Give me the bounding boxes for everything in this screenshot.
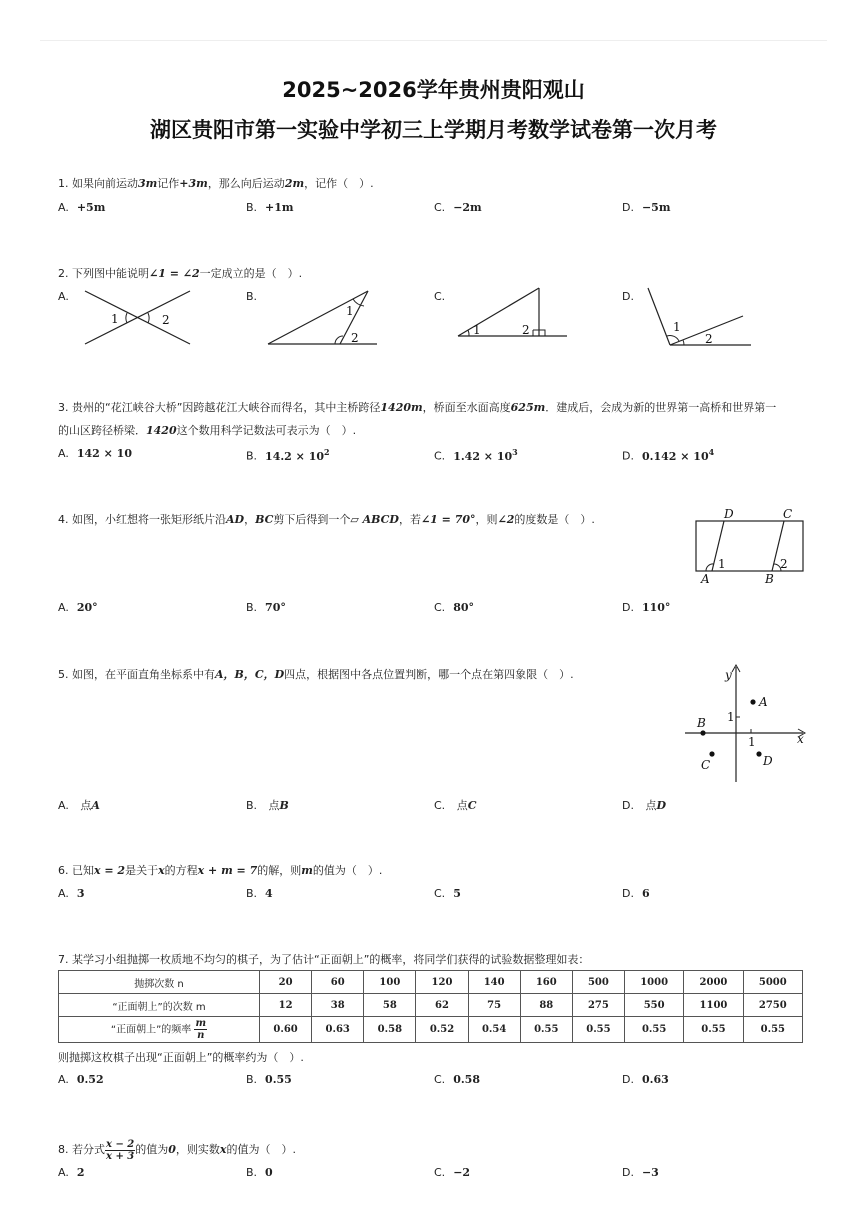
page-top-rule <box>40 40 827 41</box>
q7-cell-n-5: 160 <box>520 971 572 994</box>
q7-cell-m-2: 58 <box>364 994 416 1017</box>
q2-figure-b <box>265 288 380 348</box>
q5-coordinate-figure <box>685 665 810 785</box>
question-3-stem-line-1: 3. 贵州的“花江峡谷大桥”因跨越花江大峡谷而得名，其中主桥跨径1420m，桥面至水面高度625m．建成后，会成为新的世界第一高桥和世界第一 <box>58 401 777 414</box>
q2a-angle-1: 1 <box>111 312 119 326</box>
q7-cell-n-0: 20 <box>260 971 312 994</box>
q4-label-d: D <box>724 507 734 521</box>
question-2-stem: 2. 下列图中能说明∠1 = ∠2一定成立的是（ ）. <box>58 267 303 280</box>
q2-option-d[interactable]: D. <box>622 290 634 303</box>
q7-option-d[interactable]: D. 0.63 <box>622 1073 669 1086</box>
q7-data-table <box>58 970 803 1043</box>
q4-option-a[interactable]: A. 20° <box>58 601 98 614</box>
q7-cell-freq-1: 0.63 <box>312 1017 364 1043</box>
page-title-line-1: 2025~2026学年贵州贵阳观山 <box>282 78 585 102</box>
q1-option-c[interactable]: C. −2m <box>434 201 482 214</box>
q2d-angle-2: 2 <box>705 332 713 346</box>
q7-cell-freq-5: 0.55 <box>520 1017 572 1043</box>
q6-option-c[interactable]: C. 5 <box>434 887 461 900</box>
q3-option-d[interactable]: D. $0.142 \times 10^4$ <box>622 447 715 463</box>
q5-option-c[interactable]: C. 点C <box>434 799 477 812</box>
q7-cell-freq-8: 0.55 <box>684 1017 743 1043</box>
q2-figure-c <box>455 286 570 341</box>
q4-label-c: C <box>783 507 793 521</box>
q2-option-a[interactable]: A. <box>58 290 69 303</box>
q7-cell-n-1: 60 <box>312 971 364 994</box>
q7-cell-m-5: 88 <box>520 994 572 1017</box>
q7-cell-freq-4: 0.54 <box>468 1017 520 1043</box>
q7-cell-m-0: 12 <box>260 994 312 1017</box>
q7-cell-n-9: 5000 <box>743 971 802 994</box>
q8-option-b[interactable]: B. 0 <box>246 1166 273 1179</box>
q5-tick-1-y: 1 <box>727 710 735 724</box>
q7-cell-m-4: 75 <box>468 994 520 1017</box>
q8-option-d[interactable]: D. −3 <box>622 1166 659 1179</box>
q8-option-a[interactable]: A. 2 <box>58 1166 85 1179</box>
q7-fraction-m-over-n: $\frac{m}{n}$ <box>195 1018 207 1041</box>
q7-cell-n-8: 2000 <box>684 971 743 994</box>
q7-cell-n-4: 140 <box>468 971 520 994</box>
q2c-angle-2: 2 <box>522 323 530 337</box>
q3-option-b[interactable]: B. $14.2 \times 10^2$ <box>246 447 330 463</box>
question-6-stem: 6. 已知x = 2是关于x的方程x + m = 7的解，则m的值为（ ）. <box>58 864 383 877</box>
q7-cell-freq-3: 0.52 <box>416 1017 468 1043</box>
q7-cell-freq-0: 0.60 <box>260 1017 312 1043</box>
q7-cell-n-7: 1000 <box>624 971 683 994</box>
q5-point-a <box>750 699 755 704</box>
q5-label-x: x <box>797 732 804 746</box>
q5-label-c: C <box>701 758 711 772</box>
q5-tick-1-x: 1 <box>748 735 756 749</box>
q7-header-m: “正面朝上”的次数 m <box>59 994 260 1017</box>
q7-cell-m-1: 38 <box>312 994 364 1017</box>
q2a-angle-2: 2 <box>162 313 170 327</box>
q7-row-m <box>59 994 803 1017</box>
q4-angle-1: 1 <box>718 557 726 571</box>
q4-label-b: B <box>765 572 774 586</box>
q4-option-c[interactable]: C. 80° <box>434 601 474 614</box>
q2-option-b[interactable]: B. <box>246 290 258 303</box>
q2-figure-a <box>80 288 200 348</box>
q6-option-a[interactable]: A. 3 <box>58 887 85 900</box>
q4-label-a: A <box>701 572 710 586</box>
q6-option-d[interactable]: D. 6 <box>622 887 650 900</box>
q7-row-freq <box>59 1017 803 1043</box>
q5-label-d: D <box>763 754 773 768</box>
q7-option-b[interactable]: B. 0.55 <box>246 1073 292 1086</box>
q8-fraction: $\frac{x - 2}{x + 3}$ <box>106 1138 135 1162</box>
q5-option-d[interactable]: D. 点D <box>622 799 667 812</box>
q4-figure <box>690 506 810 591</box>
q6-option-b[interactable]: B. 4 <box>246 887 273 900</box>
q3-option-c[interactable]: C. $1.42 \times 10^3$ <box>434 447 518 463</box>
q5-label-b: B <box>697 716 706 730</box>
q4-option-b[interactable]: B. 70° <box>246 601 286 614</box>
q5-point-b <box>700 730 705 735</box>
q7-cell-freq-7: 0.55 <box>624 1017 683 1043</box>
question-7-stem: 7. 某学习小组抛掷一枚质地不均匀的棋子，为了估计“正面朝上”的概率，将同学们获得的试验数据整理如表： <box>58 953 590 966</box>
q4-angle-2: 2 <box>780 557 788 571</box>
q2-option-c[interactable]: C. <box>434 290 446 303</box>
q5-label-y: y <box>725 668 732 682</box>
question-4-stem: 4. 如图，小红想将一张矩形纸片沿AD，BC剪下后得到一个▱ ABCD，若∠1 = 70°，则∠2的度数是（ ）. <box>58 513 595 526</box>
q1-option-d[interactable]: D. −5m <box>622 201 671 214</box>
page-title-line-2: 湖区贵阳市第一实验中学初三上学期月考数学试卷第一次月考 <box>150 118 717 142</box>
q2b-angle-1: 1 <box>346 304 354 318</box>
q5-option-b[interactable]: B. 点B <box>246 799 289 812</box>
question-7-follow-up: 则抛掷这枚棋子出现“正面朝上”的概率约为（ ）. <box>58 1051 304 1064</box>
q5-point-d <box>756 751 761 756</box>
q1-option-a[interactable]: A. +5m <box>58 201 106 214</box>
q7-cell-m-8: 1100 <box>684 994 743 1017</box>
q7-option-a[interactable]: A. 0.52 <box>58 1073 104 1086</box>
q4-option-d[interactable]: D. 110° <box>622 601 671 614</box>
q5-point-c <box>709 751 714 756</box>
q5-option-a[interactable]: A. 点A <box>58 799 100 812</box>
question-8-stem: 8. 若分式 $\frac{x - 2}{x + 3}$ 的值为0，则实数x的值为（ ）. <box>58 1138 296 1162</box>
q7-cell-freq-6: 0.55 <box>572 1017 624 1043</box>
q7-cell-n-3: 120 <box>416 971 468 994</box>
q7-cell-m-6: 275 <box>572 994 624 1017</box>
question-1-stem: 1. 如果向前运动3m记作+3m，那么向后运动2m，记作（ ）. <box>58 177 374 190</box>
q5-label-a: A <box>759 695 768 709</box>
q7-cell-n-2: 100 <box>364 971 416 994</box>
q7-cell-m-9: 2750 <box>743 994 802 1017</box>
q7-option-c[interactable]: C. 0.58 <box>434 1073 480 1086</box>
q7-cell-n-6: 500 <box>572 971 624 994</box>
q7-header-n: 抛掷次数 n <box>59 971 260 994</box>
q2-figure-d <box>645 285 755 350</box>
q3-option-a[interactable]: A. 142 × 10 <box>58 447 132 460</box>
q7-cell-freq-9: 0.55 <box>743 1017 802 1043</box>
q7-row-n <box>59 971 803 994</box>
question-3-stem-line-2: 的山区跨径桥梁．1420这个数用科学记数法可表示为（ ）. <box>58 424 357 437</box>
q7-cell-m-7: 550 <box>624 994 683 1017</box>
q7-cell-m-3: 62 <box>416 994 468 1017</box>
q2b-angle-2: 2 <box>351 331 359 345</box>
q7-cell-freq-2: 0.58 <box>364 1017 416 1043</box>
q8-option-c[interactable]: C. −2 <box>434 1166 471 1179</box>
q2c-angle-1: 1 <box>473 323 481 337</box>
q7-header-freq: “正面朝上”的频率 $\frac{m}{n}$ <box>59 1017 260 1043</box>
q2d-angle-1: 1 <box>673 320 681 334</box>
question-5-stem: 5. 如图，在平面直角坐标系中有A，B，C，D四点，根据图中各点位置判断，哪一个点在第四象限（ ）. <box>58 668 574 681</box>
q1-option-b[interactable]: B. +1m <box>246 201 294 214</box>
